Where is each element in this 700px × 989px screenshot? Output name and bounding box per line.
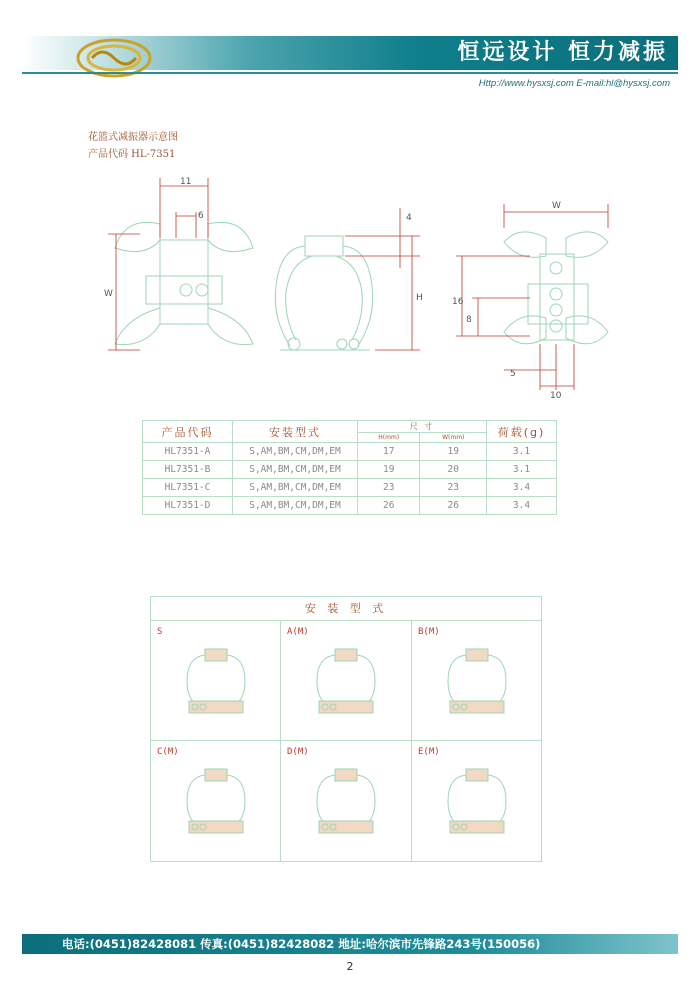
- front-view-drawing: [456, 204, 608, 390]
- dim-w-right: W: [552, 201, 561, 211]
- install-cell-am: [281, 621, 412, 741]
- mount-illustration: [442, 645, 512, 715]
- header-size: 尺 寸: [358, 421, 487, 433]
- install-label: B(M): [418, 627, 440, 637]
- header-title: 恒远设计 恒力减振: [457, 40, 668, 65]
- install-label: D(M): [287, 747, 309, 757]
- install-cell-cm: [151, 741, 281, 861]
- cell-h: 23: [358, 479, 420, 497]
- install-label: S: [157, 627, 163, 637]
- cell-load: 3.4: [487, 497, 557, 515]
- dim-5: 5: [510, 369, 516, 379]
- mount-illustration: [442, 765, 512, 835]
- install-label: A(M): [287, 627, 309, 637]
- cell-w: 19: [420, 443, 487, 461]
- cell-mount: S,AM,BM,CM,DM,EM: [233, 461, 358, 479]
- side-view-drawing: [275, 208, 420, 350]
- table-row: [143, 461, 557, 479]
- cell-w: 23: [420, 479, 487, 497]
- table-row: [143, 443, 557, 461]
- page-number: 2: [346, 960, 354, 973]
- dim-h: H: [416, 293, 423, 303]
- install-title: 安 装 型 式: [151, 597, 541, 621]
- mount-illustration: [181, 765, 251, 835]
- spec-table: [142, 420, 557, 515]
- dim-10: 10: [550, 391, 562, 400]
- cell-code: HL7351-A: [143, 443, 233, 461]
- dim-8: 8: [466, 315, 472, 325]
- cell-load: 3.1: [487, 443, 557, 461]
- cell-code: HL7351-D: [143, 497, 233, 515]
- dim-6: 6: [198, 211, 204, 221]
- top-view-drawing: [108, 178, 253, 350]
- install-label: E(M): [418, 747, 440, 757]
- cell-load: 3.1: [487, 461, 557, 479]
- cell-w: 26: [420, 497, 487, 515]
- table-row: [143, 497, 557, 515]
- header-mount: 安装型式: [233, 421, 358, 443]
- dim-16: 16: [452, 297, 464, 307]
- footer-contact: 电话:(0451)82428081 传真:(0451)82428082 地址:哈尔滨市先锋路243号(150056): [22, 934, 678, 954]
- cell-code: HL7351-C: [143, 479, 233, 497]
- dim-11: 11: [180, 177, 192, 187]
- install-cell-bm: [412, 621, 541, 741]
- header-size-w: W(mm): [420, 433, 487, 443]
- header-divider: [22, 72, 678, 74]
- cell-h: 17: [358, 443, 420, 461]
- header-load: 荷载(g): [487, 421, 557, 443]
- cell-code: HL7351-B: [143, 461, 233, 479]
- header-size-h: H(mm): [358, 433, 420, 443]
- install-label: C(M): [157, 747, 179, 757]
- install-cell-dm: [281, 741, 412, 861]
- diagram-caption: 花篮式减振器示意图: [88, 132, 178, 143]
- dim-w-left: W: [104, 289, 113, 299]
- cell-h: 26: [358, 497, 420, 515]
- install-cell-s: [151, 621, 281, 741]
- header-url: Http://www.hysxsj.com E-mail:hl@hysxsj.com: [478, 78, 670, 89]
- dim-4: 4: [406, 213, 412, 223]
- cell-mount: S,AM,BM,CM,DM,EM: [233, 497, 358, 515]
- header-code: 产品代码: [143, 421, 233, 443]
- table-row: [143, 479, 557, 497]
- product-code-caption: 产品代码 HL-7351: [88, 149, 176, 160]
- cell-w: 20: [420, 461, 487, 479]
- cell-h: 19: [358, 461, 420, 479]
- cell-mount: S,AM,BM,CM,DM,EM: [233, 479, 358, 497]
- install-cell-em: [412, 741, 541, 861]
- cell-mount: S,AM,BM,CM,DM,EM: [233, 443, 358, 461]
- cell-load: 3.4: [487, 479, 557, 497]
- mount-illustration: [311, 645, 381, 715]
- mount-illustration: [181, 645, 251, 715]
- technical-drawing: [100, 168, 620, 400]
- mount-illustration: [311, 765, 381, 835]
- install-types-panel: [150, 596, 542, 862]
